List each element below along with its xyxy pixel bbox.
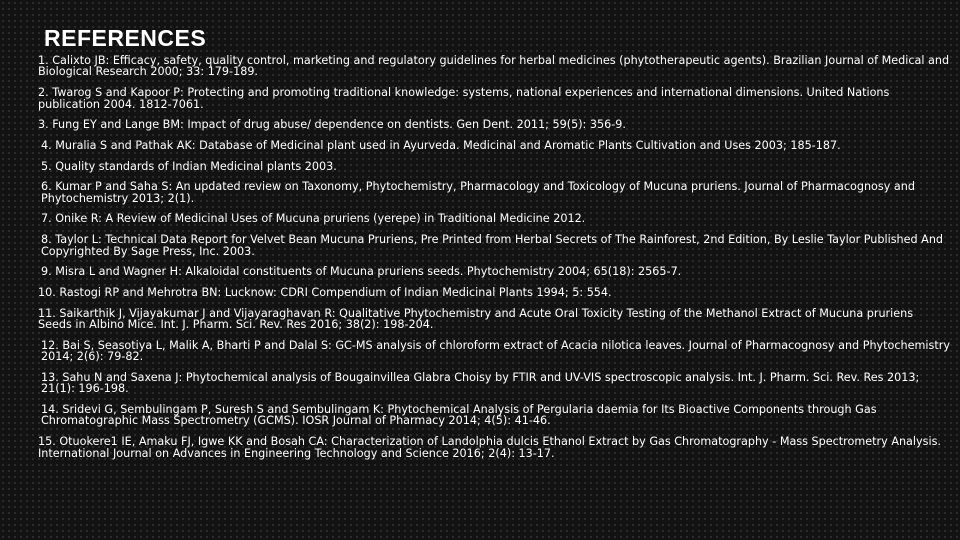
reference-item: 9. Misra L and Wagner H: Alkaloidal constituents of Mucuna pruriens seeds. Phytochemistry 2004; 65(18): 2565-7. xyxy=(41,265,682,279)
reference-item: 15. Otuokere1 IE, Amaku FJ, Igwe KK and Bosah CA: Characterization of Landolphia dulcis Ethanol Extract by Gas Chromatography - Mass Spectrometry Analysis. International Journal on Advances in Engineering Technology and Science 2016; 2(4): 13-17. xyxy=(38,435,941,460)
reference-item: 11. Saikarthik J, Vijayakumar J and Vijayaraghavan R: Qualitative Phytochemistry and Acute Oral Toxicity Testing of the Methanol Extract of Mucuna pruriens Seeds in Albino Mice. Int. J. Pharm. Sci. Rev. Res 2016; 38(2): 198-204. xyxy=(38,306,914,332)
reference-list xyxy=(38,55,950,468)
reference-item: 7. Onike R: A Review of Medicinal Uses of Mucuna pruriens (yerepe) in Traditional Medicine 2012. xyxy=(41,212,586,226)
reference-item: 8. Taylor L: Technical Data Report for Velvet Bean Mucuna Pruriens, Pre Printed from Herbal Secrets of The Rainforest, 2nd Edition, By Leslie Taylor Published And Copyrighted By Sage Press, Inc. 2003. xyxy=(41,233,944,258)
reference-item: 3. Fung EY and Lange BM: Impact of drug abuse/ dependence on dentists. Gen Dent. 2011; 59(5): 356-9. xyxy=(38,118,626,132)
reference-item: 13. Sahu N and Saxena J: Phytochemical analysis of Bougainvillea Glabra Choisy by FTIR and UV-VIS spectroscopic analysis. Int. J. Pharm. Sci. Rev. Res 2013; 21(1): 196-198. xyxy=(41,370,920,396)
reference-item: 5. Quality standards of Indian Medicinal plants 2003. xyxy=(41,159,337,173)
reference-item: 2. Twarog S and Kapoor P: Protecting and promoting traditional knowledge: systems, national experiences and international dimensions. United Nations publication 2004. 1812-7061. xyxy=(38,86,890,111)
reference-item: 10. Rastogi RP and Mehrotra BN: Lucknow: CDRI Compendium of Indian Medicinal Plants 1994; 5: 554. xyxy=(38,285,612,299)
reference-item: 6. Kumar P and Saha S: An updated review on Taxonomy, Phytochemistry, Pharmacology and Toxicology of Mucuna pruriens. Journal of Pharmacognosy and Phytochemistry 2013; 2(1). xyxy=(41,180,915,205)
reference-item: 12. Bai S, Seasotiya L, Malik A, Bharti P and Dalal S: GC-MS analysis of chloroform extract of Acacia nilotica leaves. Journal of Pharmacognosy and Phytochemistry 2014; 2(6): 79-82. xyxy=(41,338,950,364)
reference-item: 4. Muralia S and Pathak AK: Database of Medicinal plant used in Ayurveda. Medicinal and Aromatic Plants Cultivation and Uses 2003; 185-187. xyxy=(41,138,841,152)
reference-item: 1. Calixto JB: Efficacy, safety, quality control, marketing and regulatory guidelines for herbal medicines (phytotherapeutic agents). Brazilian Journal of Medical and Biological Research 2000; 33: 179-189. xyxy=(38,54,950,79)
page-title: REFERENCES xyxy=(44,25,207,51)
reference-item: 14. Sridevi G, Sembulingam P, Suresh S and Sembulingam K: Phytochemical Analysis of Pergularia daemia for Its Bioactive Components through Gas Chromatographic Mass Spectrometry (GCMS). IOSR Journal of Pharmacy 2014; 4(5): 41-46. xyxy=(41,402,877,428)
